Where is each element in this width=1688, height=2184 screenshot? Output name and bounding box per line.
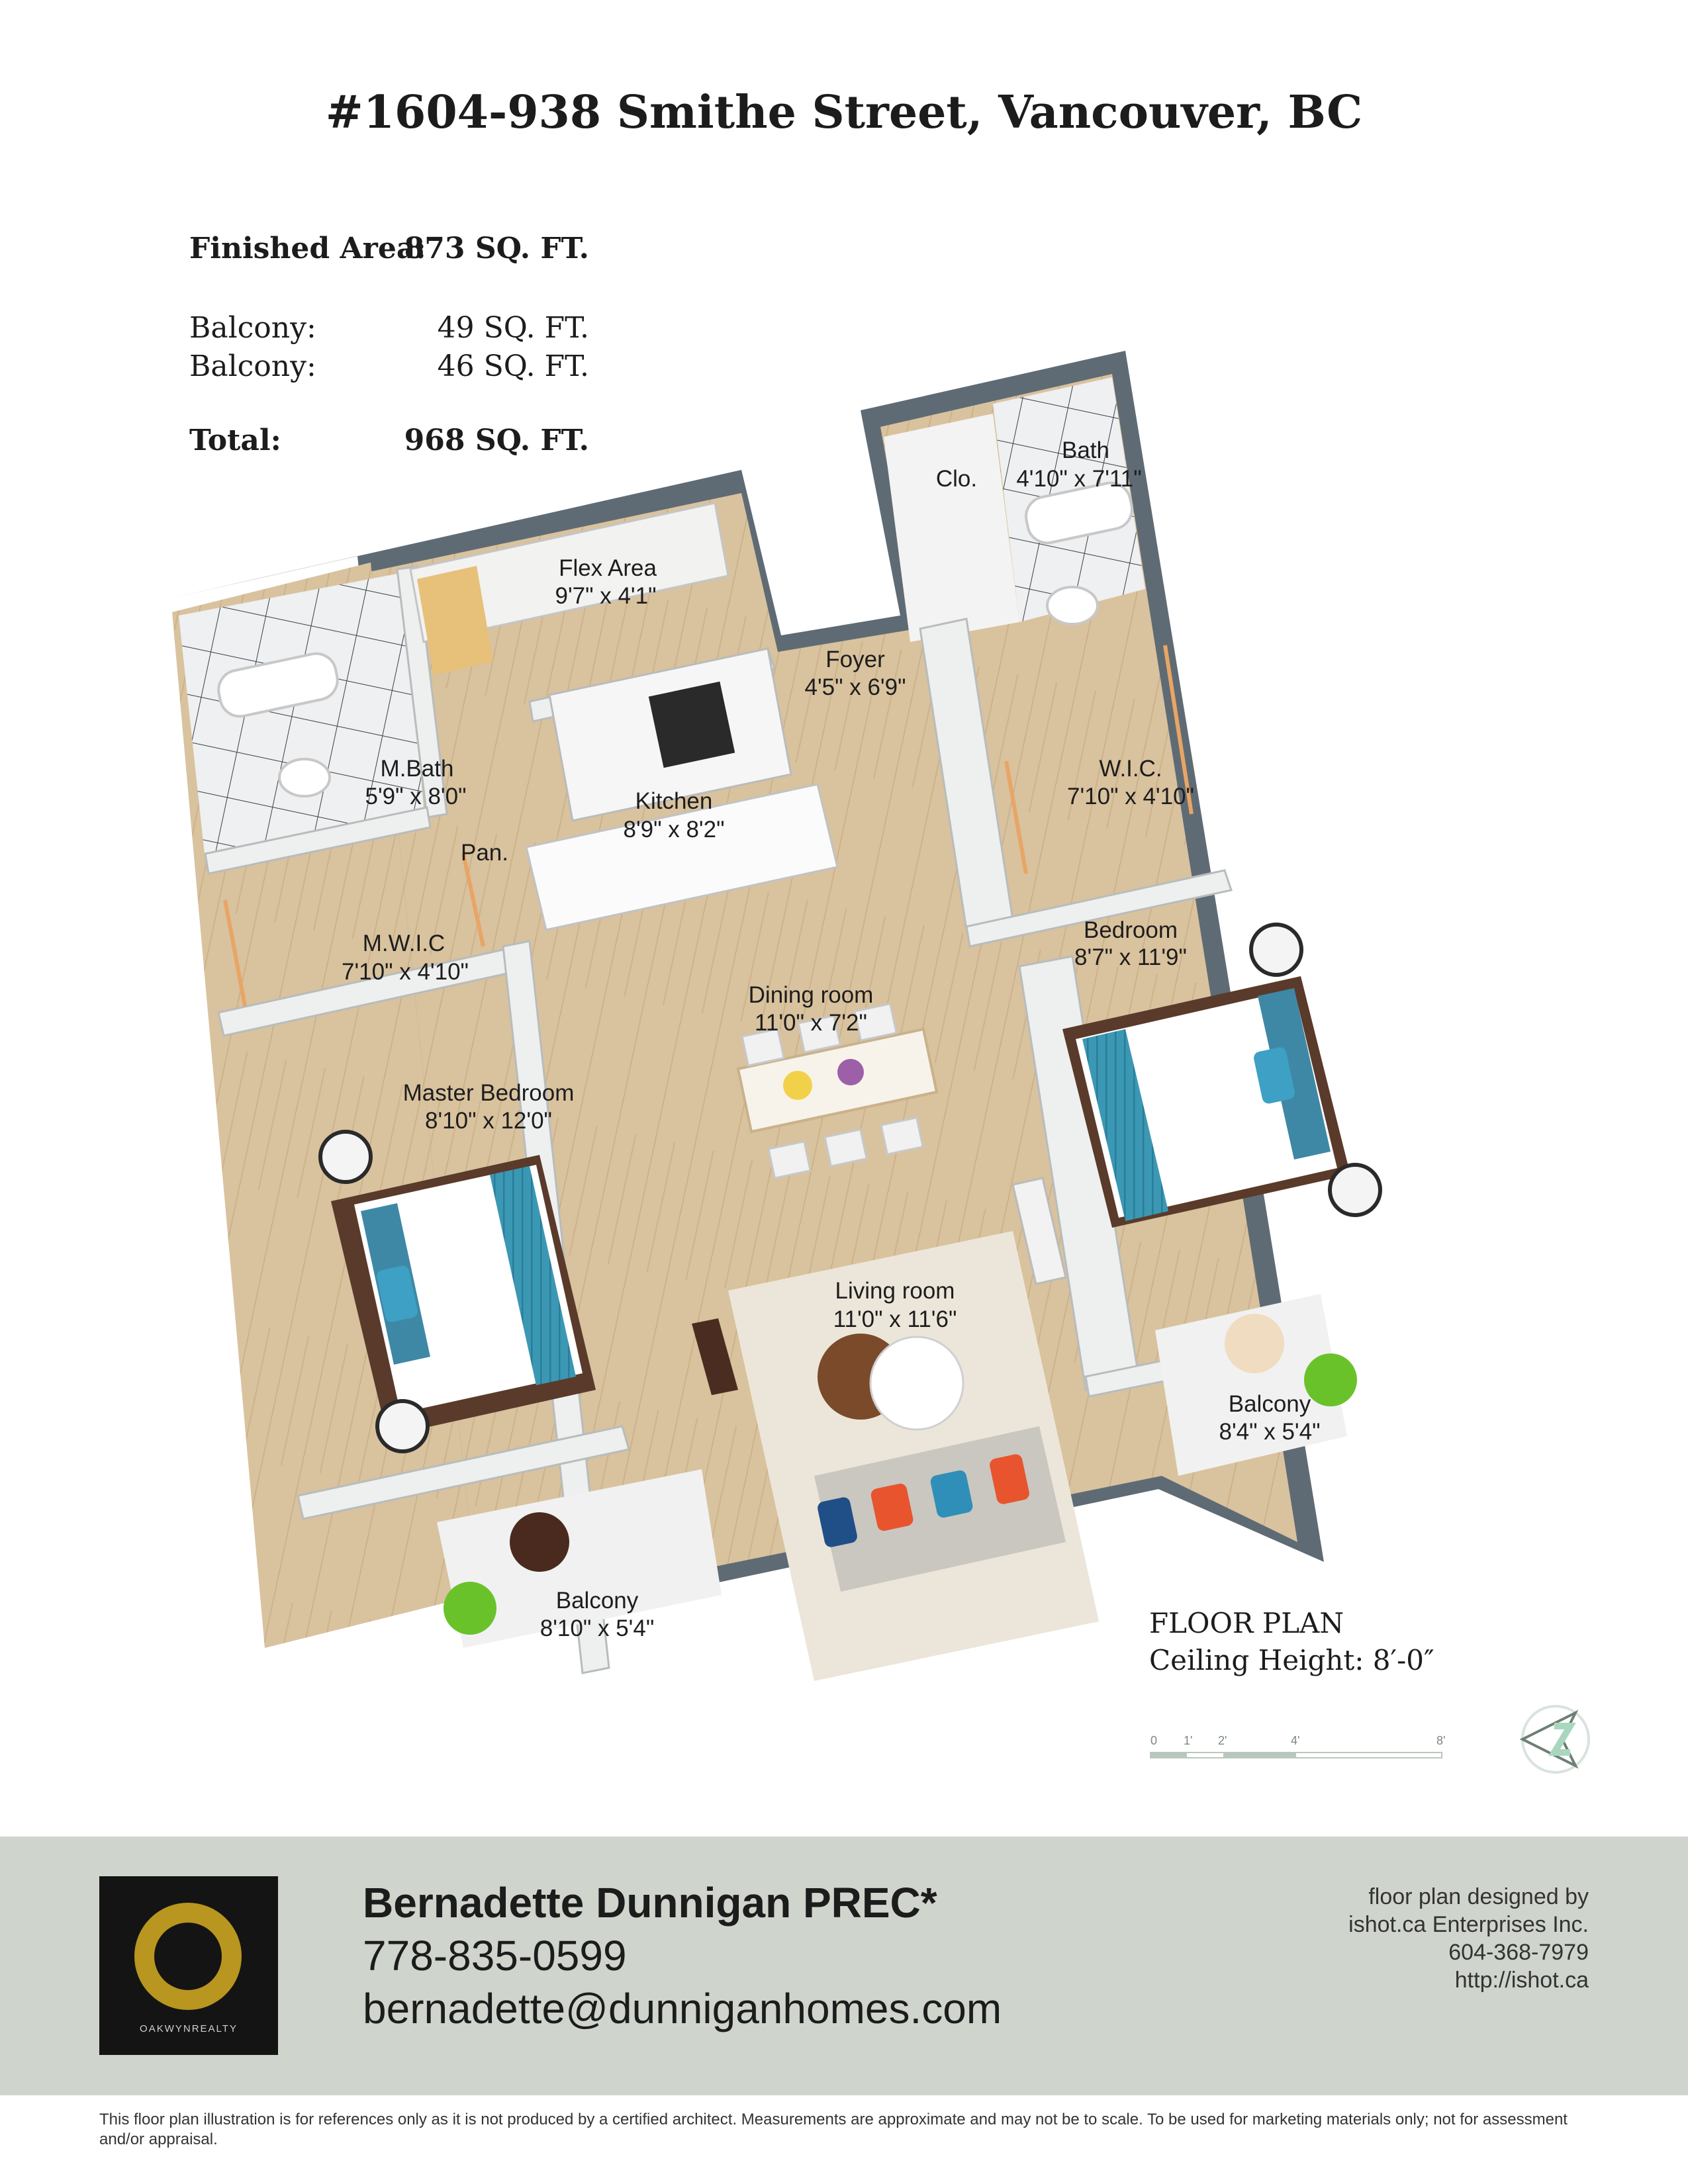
floor-plan-heading: FLOOR PLAN (1149, 1607, 1344, 1639)
scale-tick-0: 0 (1150, 1734, 1158, 1747)
agent-phone[interactable]: 778-835-0599 (363, 1932, 627, 1979)
bed-lamp-bottom (1330, 1165, 1380, 1215)
flex-area-size: 9'7" x 4'1" (555, 583, 657, 609)
scale-tick-8: 8' (1436, 1734, 1446, 1747)
designer-credit (1348, 1883, 1589, 1994)
kitchen-size: 8'9" x 8'2" (623, 817, 725, 842)
left-balcony-table (510, 1512, 569, 1572)
coffee-table-white (870, 1337, 963, 1430)
page-title: #1604-938 Smithe Street, Vancouver, BC (325, 86, 1363, 139)
scale-bar-segment-2 (1223, 1752, 1296, 1758)
balcony1-row (189, 311, 653, 349)
master-lamp-bottom (377, 1401, 428, 1451)
closet-label: Clo. (935, 466, 978, 492)
bath-label: Bath (1062, 437, 1109, 463)
logo-brand-text: OAKWYNREALTY (140, 2023, 238, 2034)
fruit-bowl (783, 1071, 812, 1100)
foyer-label: Foyer (825, 647, 885, 672)
wic-size: 7'10" x 4'10" (1067, 784, 1194, 809)
oakwyn-logo (99, 1876, 278, 2055)
flower-vase (837, 1059, 864, 1085)
master-bath-size: 5'9" x 8'0" (365, 784, 467, 809)
finished-area-value: 873 SQ. FT. (404, 232, 589, 265)
designer-url[interactable]: http://ishot.ca (1454, 1968, 1589, 1993)
right-balcony-table (1225, 1314, 1284, 1373)
scale-bar-segment (1150, 1752, 1187, 1758)
finished-area-label: Finished Area: (189, 232, 426, 265)
kitchen-label: Kitchen (635, 788, 713, 814)
master-wic-size: 7'10" x 4'10" (342, 959, 469, 985)
bedroom-size: 8'7" x 11'9" (1074, 944, 1187, 970)
flex-area-label: Flex Area (559, 555, 657, 581)
designer-line2: ishot.ca Enterprises Inc. (1348, 1912, 1589, 1937)
north-arrow-icon (1516, 1700, 1595, 1779)
floor-plan-caption (1149, 1605, 1434, 1679)
designer-line1: floor plan designed by (1368, 1884, 1589, 1909)
right-balcony-label: Balcony (1228, 1391, 1311, 1417)
agent-email[interactable]: bernadette@dunniganhomes.com (363, 1985, 1002, 2032)
balcony2-value: 46 SQ. FT. (437, 349, 589, 383)
total-label: Total: (189, 424, 281, 457)
bedroom-label: Bedroom (1083, 917, 1178, 943)
agent-name: Bernadette Dunnigan PREC* (363, 1879, 937, 1927)
master-bedroom-label: Master Bedroom (402, 1080, 575, 1106)
foyer-size: 4'5" x 6'9" (804, 674, 906, 700)
left-balcony-label: Balcony (555, 1588, 639, 1614)
logo-ring-icon (134, 1903, 242, 2010)
total-value: 968 SQ. FT. (404, 424, 589, 457)
designer-phone[interactable]: 604-368-7979 (1448, 1940, 1589, 1965)
master-toilet (279, 759, 330, 796)
right-balcony-plant (1304, 1353, 1357, 1406)
scale-tick-1: 1' (1184, 1734, 1193, 1747)
master-wic-label: M.W.I.C (362, 931, 445, 956)
wic-label: W.I.C. (1099, 756, 1162, 782)
living-room-label: Living room (835, 1278, 955, 1304)
toilet (1047, 587, 1098, 624)
agent-contact (363, 1876, 1002, 2035)
balcony1-label: Balcony: (189, 311, 316, 345)
master-bedroom-size: 8'10" x 12'0" (425, 1108, 552, 1134)
scale-tick-2: 2' (1218, 1734, 1227, 1747)
bath-size: 4'10" x 7'11" (1016, 466, 1142, 492)
kitchen-stove (649, 682, 735, 768)
left-balcony-plant (444, 1582, 496, 1635)
left-balcony-size: 8'10" x 5'4" (539, 1615, 655, 1641)
scale-tick-4: 4' (1291, 1734, 1300, 1747)
disclaimer-text: This floor plan illustration is for references only as it is not produced by a certified architect. Measurements are approximate and may not be to scale. To be used for marketing materials only; not for assessment and/or appraisal. (99, 2111, 1568, 2148)
master-bath-label: M.Bath (380, 756, 454, 782)
right-balcony-size: 8'4" x 5'4" (1219, 1419, 1321, 1445)
scale-bar (1145, 1733, 1450, 1772)
bed-lamp-top (1251, 925, 1301, 975)
living-room-size: 11'0" x 11'6" (833, 1306, 957, 1332)
balcony1-value: 49 SQ. FT. (437, 311, 589, 345)
master-lamp-top (320, 1132, 371, 1182)
pantry-label: Pan. (461, 840, 508, 866)
balcony2-label: Balcony: (189, 349, 316, 383)
dining-size: 11'0" x 7'2" (755, 1010, 867, 1036)
ceiling-height: Ceiling Height: 8′-0″ (1149, 1644, 1434, 1676)
floor-plan-drawing (132, 351, 1556, 1807)
dining-label: Dining room (748, 982, 874, 1008)
